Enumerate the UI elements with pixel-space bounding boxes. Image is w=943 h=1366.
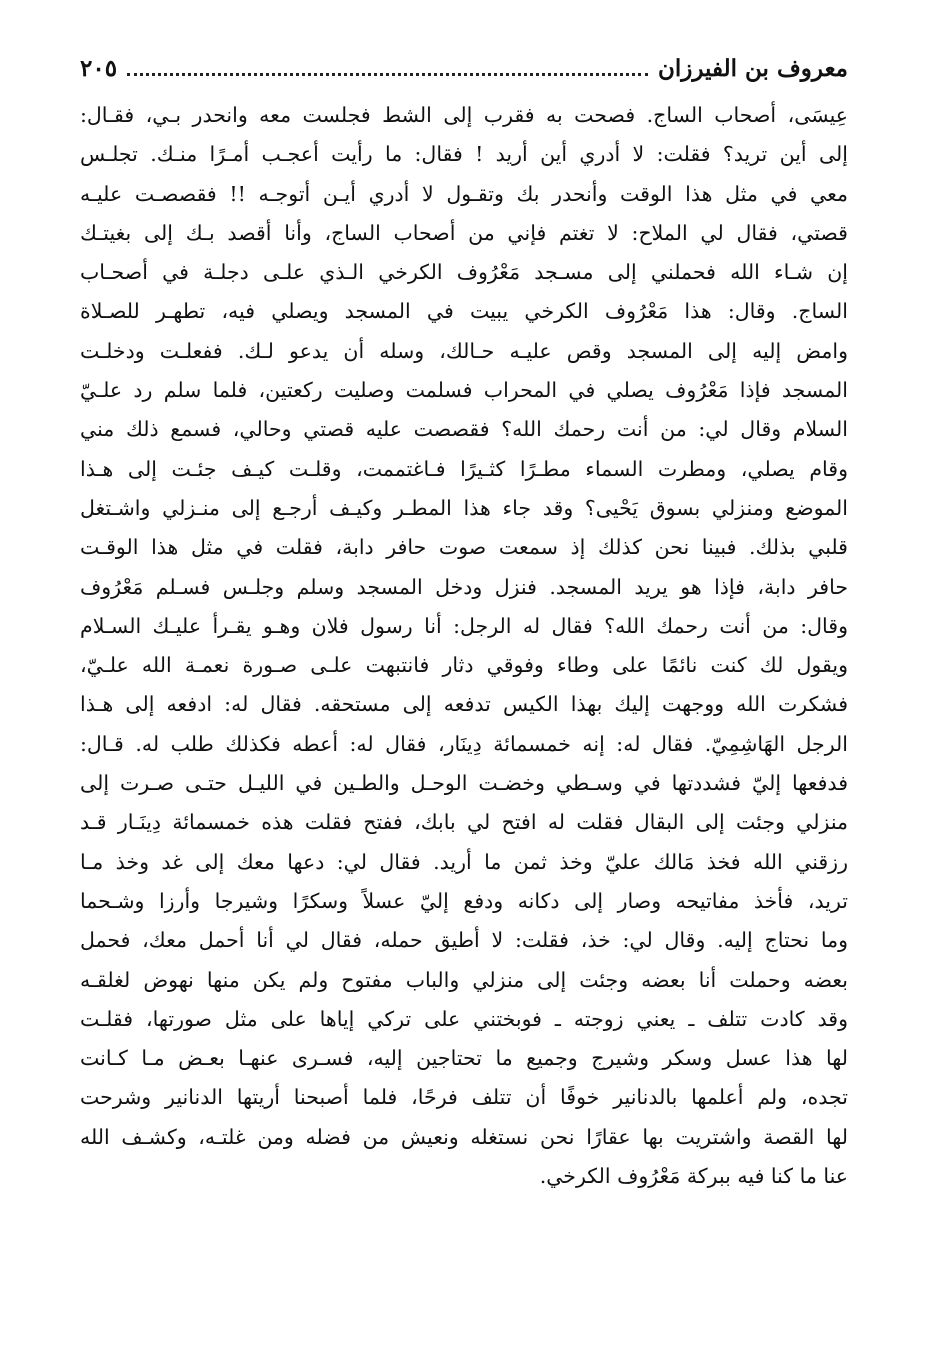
text-line: المسجد فإذا مَعْرُوف يصلي في المحراب فسلمت وصليت ركعتين، فلما سلم رد علـيّ [80,378,848,403]
text-line: وامض إليه إلى المسجد وقص عليـه حـالك، وسله أن يدعو لـك. ففعلـت ودخلـت [80,338,848,363]
text-line: إن شـاء الله فحملني إلى مسـجد مَعْرُوف الكرخي الـذي علـى دجلـة في أصحـاب [80,260,848,285]
text-line: وقد كادت تتلف ـ يعني زوجته ـ فوبختني على تركي إياها على مثل صورتها، فقلـت [80,1006,848,1031]
text-line: تريد، فأخذ مفاتيحه وصار إلى دكانه ودفع إليّ عسلاً وسكرًا وشيرجا وأرزا وشـحما [80,888,848,913]
chapter-title: معروف بن الفيرزان [657,54,848,82]
text-line: رزقني الله فخذ مَالك عليّ وخذ ثمن ما أريد. فقال لي: دعها معك إلى غد وخذ مـا [80,849,848,874]
text-line: الموضع ومنزلي بسوق يَحْيى؟ وقد جاء هذا المطـر وكيـف أرجـع إلى منـزلي واشـتغل [80,495,848,520]
text-line: وما نحتاج إليه. وقال لي: خذ، فقلت: لا أطيق حمله، فقال لي أنا أحمل معك، فحمل [80,928,848,953]
text-line: تجده، ولم أعلمها بالدنانير خوفًا أن تتلف فرحًا، فلما أصبحنا أريتها الدنانير وشرحت [80,1085,848,1110]
text-line: وقال: من أنت رحمك الله؟ فقال له الرجل: أنا رسول فلان وهـو يقـرأ عليـك السـلام [80,613,848,638]
text-line: لها هذا عسل وسكر وشيرج وجميع ما تحتاجين إليه، فسـرى عنهـا بعـض مـا كـانت [80,1046,848,1071]
text-line: لها القصة واشتريت بها عقارًا نحن نستغله ونعيش من فضله ومن غلتـه، وكشـف الله [80,1124,848,1149]
text-line: حافر دابة، فإذا هو يريد المسجد. فنزل ودخل المسجد وسلم وجلـس فسـلم مَعْرُوف [80,574,848,599]
running-header [80,48,848,88]
text-line: عنا ما كنا فيه ببركة مَعْرُوف الكرخي. [539,1164,848,1189]
text-line: فدفعها إليّ فشددتها في وسـطي وخضـت الوحـل والطـين في الليـل حتـى صـرت إلى [80,771,848,796]
text-line: معي في مثل هذا الوقت وأنحدر بك وتقـول لا أدري أيـن أتوجـه !! فقصصـت عليـه [80,181,848,206]
page-number: ٢٠٥ [80,54,118,82]
leader-dots [127,73,648,76]
text-line: ويقول لك كنت نائمًا على وطاء وفوقي دثار فانتبهت علـى صـورة نعمـة الله علـيّ، [80,653,848,678]
text-line: فشكرت الله ووجهت إليك بهذا الكيس تدفعه إلى مستحقه. فقال له: ادفعه إلى هـذا [80,692,848,717]
text-line: الساج. وقال: هذا مَعْرُوف الكرخي يبيت في المسجد ويصلي فيه، تطهـر للصـلاة [80,299,848,324]
text-line: وقام يصلي، ومطرت السماء مطـرًا كثـيرًا فـاغتممت، وقلـت كيـف جئـت إلى هـذا [80,456,848,481]
text-line: قصتي، فقال لي الملاح: لا تغتم فإني من أصحاب الساج، وأنا أقصد بـك إلى بغيتـك [80,220,848,245]
text-line: عِيسَى، أصحاب الساج. فصحت به فقرب إلى الشط فجلست معه وانحدر بـي، فقـال: [80,103,848,127]
body-text [80,96,848,1196]
text-line: بعضه وحملت أنا بعضه وجئت إلى منزلي والباب مفتوح ولم يكن منها نهوض لغلقـه [80,967,848,992]
text-line: الرجل الهَاشِمِيّ. فقال له: إنه خمسمائة دِينَار، فقال له: أعطه فكذلك طلب له. قـال: [80,731,848,756]
text-line: السلام وقال لي: من أنت رحمك الله؟ فقصصت عليه قصتي وحالي، فسمع ذلك مني [80,417,848,442]
text-line: قلبي بذلك. فبينا نحن كذلك إذ سمعت صوت حافر دابة، فقلت في مثل هذا الوقـت [80,535,848,560]
text-line: منزلي وجئت إلى البقال فقلت له افتح لي بابك، ففتح فقلت هذه خمسمائة دِينَـار قـد [80,810,848,835]
text-line: إلى أين تريد؟ فقلت: لا أدري أين أريد ! فقال: ما رأيت أعجـب أمـرًا منـك. تجلـس [80,142,848,167]
